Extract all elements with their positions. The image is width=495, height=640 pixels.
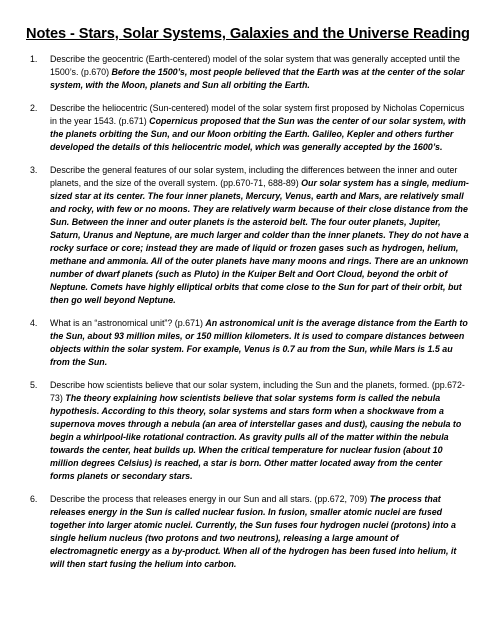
item-question: What is an “astronomical unit”? (p.671) <box>50 318 203 328</box>
item-number: 6. <box>30 494 38 504</box>
item-body <box>50 317 469 369</box>
item-number: 2. <box>30 103 38 113</box>
item-body <box>50 102 469 154</box>
item-question: Describe the process that releases energy in our Sun and all stars. (pp.672, 709) <box>50 494 368 504</box>
item-number: 3. <box>30 165 38 175</box>
item-body <box>50 379 469 483</box>
item-answer: The theory explaining how scientists believe that solar systems form is called the nebula hypothesis. According to this theory, solar systems and stars form when a shockwave from a supernova moves through a nebula (an area of interstellar gases and dust), causing the nebula to begin a whirlpool-like rotational contraction. As gravity pulls all of the matter within the nebula towards the center, heat builds up. When the critical temperature for nuclear fusion (about 10 million degrees Celsius) is reached, a star is born. Other matter located away from the center forms planets or secondary stars. <box>50 393 462 481</box>
item-number: 4. <box>30 318 38 328</box>
list-item <box>26 164 469 307</box>
item-question: Describe the heliocentric (Sun-centered) model of the solar system first proposed by Nicholas Copernicus in the year 1543. (p.671) <box>50 103 465 126</box>
list-item <box>26 317 469 369</box>
list-item <box>26 53 469 92</box>
item-number: 1. <box>30 54 38 64</box>
question-list <box>26 53 469 571</box>
item-number: 5. <box>30 380 38 390</box>
item-answer: Copernicus proposed that the Sun was the center of our solar system, with the planets orbiting the Sun, and our Moon orbiting the Earth. Galileo, Kepler and others further developed the details of this heliocentric model, which was generally accepted by the 1600’s. <box>50 116 466 152</box>
list-item <box>26 379 469 483</box>
document-title: Notes - Stars, Solar Systems, Galaxies and the Universe Reading <box>26 26 470 42</box>
item-question: Describe the geocentric (Earth-centered) model of the solar system that was generally accepted until the 1500’s. (p.670) <box>50 54 460 77</box>
item-answer: Our solar system has a single, medium-sized star at its center. The four inner planets, Mercury, Venus, earth and Mars, are relatively small and rocky, with few or no moons. They are relatively warm because of their close distance from the Sun. Between the inner and outer planets is the asteroid belt. The four outer planets, Jupiter, Saturn, Uranus and Neptune, are much larger and colder than the inner planets. They do not have a rocky surface or core; instead they are made of liquid or frozen gases such as hydrogen, helium, methane and ammonia. All of the outer planets have many moons and rings. There are an unknown number of dwarf planets (such as Pluto) in the Kuiper Belt and Oort Cloud, beyond the orbit of Neptune. Comets have highly elliptical orbits that come close to the Sun for part of their orbit, but then go well beyond Neptune. <box>50 178 469 305</box>
item-question: Describe how scientists believe that our solar system, including the Sun and the planets, formed. (pp.672-73) <box>50 380 465 403</box>
item-body <box>50 493 469 571</box>
item-question: Describe the general features of our solar system, including the differences between the inner and outer planets, and the size of the overall system. (pp.670-71, 688-89) <box>50 165 458 188</box>
item-answer: Before the 1500’s, most people believed that the Earth was at the center of the solar system, with the Moon, planets and Sun all orbiting the Earth. <box>50 67 465 90</box>
item-answer: An astronomical unit is the average distance from the Earth to the Sun, about 93 million miles, or 150 million kilometers. It is used to compare distances between objects within the solar system. For example, Venus is 0.7 au from the Sun, while Mars is 1.5 au from the Sun. <box>50 318 468 367</box>
item-body <box>50 53 469 92</box>
item-answer: The process that releases energy in the Sun is called nuclear fusion. In fusion, smaller atomic nuclei are fused together into larger atomic nuclei. Currently, the Sun fuses four hydrogen nuclei (protons) into a single helium nucleus (two protons and two neutrons), releasing a large amount of electromagnetic energy as a by-product. When all of the hydrogen has been fused into helium, it will then start fusing the helium into carbon. <box>50 494 457 569</box>
list-item <box>26 102 469 154</box>
item-body <box>50 164 469 307</box>
list-item <box>26 493 469 571</box>
